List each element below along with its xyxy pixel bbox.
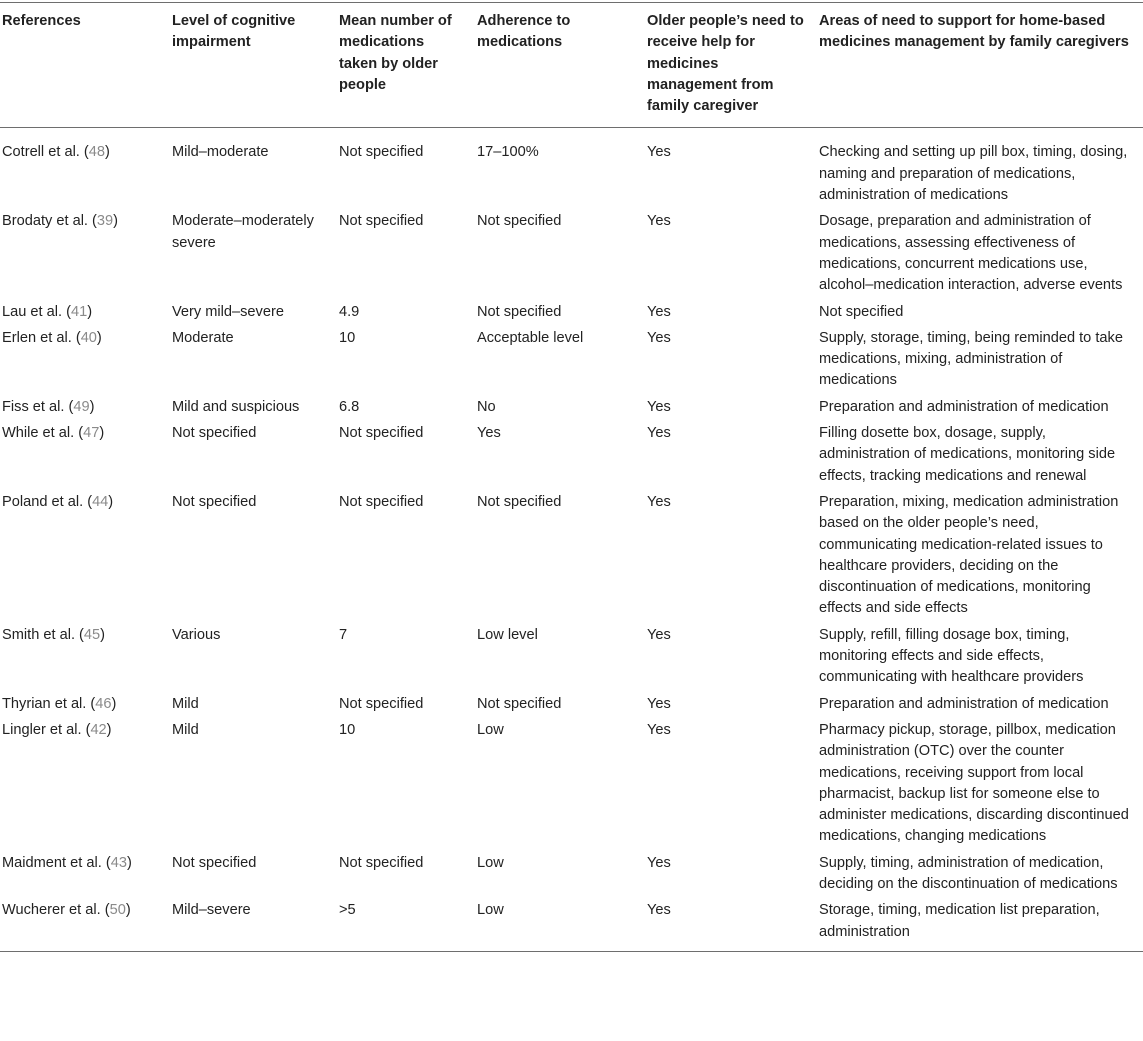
table-row [0,623,1143,692]
cell-mean-medications: Not specified [339,213,424,230]
cell-need-help: Yes [647,695,671,712]
table-row [0,851,1143,899]
header-adherence: Adherence to medications [474,3,644,128]
cell-reference: Brodaty et al. (39) [2,213,119,230]
cell-areas-of-need: Supply, refill, filling dosage box, timing, monitoring effects and side effects, communicating with healthcare providers [819,626,1084,686]
cell-cognitive-level: Mild–moderate [172,144,269,161]
table-row [0,128,1143,209]
citation-link[interactable]: 40 [80,329,97,346]
header-areas-of-need: Areas of need to support for home-based medicines management by family caregivers [816,3,1143,128]
table-row [0,300,1143,326]
cell-adherence: Not specified [477,695,562,712]
cell-reference: Lingler et al. (42) [2,721,112,738]
cell-need-help: Yes [647,213,671,230]
table-row [0,718,1143,851]
cell-reference: Smith et al. (45) [2,626,106,643]
cell-reference: Erlen et al. (40) [2,329,102,346]
table-row [0,692,1143,718]
cell-areas-of-need: Dosage, preparation and administration of medications, assessing effectiveness of medications, concurrent medications use, alcohol–medication interaction, adverse events [819,213,1123,294]
citation-link[interactable]: 48 [88,144,106,161]
header-cognitive-impairment: Level of cognitive impairment [166,3,336,128]
citation-link[interactable]: 41 [70,303,88,320]
citation-link[interactable]: 47 [83,425,100,442]
cell-need-help: Yes [647,144,671,161]
cell-adherence: No [477,398,496,415]
citation-link[interactable]: 44 [92,493,109,510]
cell-areas-of-need: Supply, storage, timing, being reminded to take medications, mixing, administration of medications [819,329,1123,389]
cell-need-help: Yes [647,425,671,442]
reference-author: Wucherer et al. [2,902,101,919]
cell-mean-medications: Not specified [339,695,424,712]
cell-areas-of-need: Preparation and administration of medication [819,695,1109,712]
cell-reference: Poland et al. (44) [2,493,114,510]
cell-areas-of-need: Pharmacy pickup, storage, pillbox, medication administration (OTC) over the counter medications, receiving support from local pharmacist, backup list for someone else to administer medications, discarding discontinued medications, changing medications [819,721,1129,845]
cell-adherence: Yes [477,425,501,442]
cell-adherence: Not specified [477,213,562,230]
header-references: References [0,3,166,128]
cell-mean-medications: 10 [339,329,356,346]
reference-author: Erlen et al. [2,329,72,346]
cell-cognitive-level: Very mild–severe [172,303,284,320]
cell-mean-medications: Not specified [339,144,424,161]
cell-areas-of-need: Preparation and administration of medication [819,398,1109,415]
cell-cognitive-level: Not specified [172,493,257,510]
reference-author: Thyrian et al. [2,695,87,712]
table-row [0,490,1143,623]
citation-link[interactable]: 49 [73,398,90,415]
cell-adherence: Low level [477,626,538,643]
cell-cognitive-level: Not specified [172,854,257,871]
cell-areas-of-need: Not specified [819,303,904,320]
table-row [0,395,1143,421]
cell-mean-medications: 6.8 [339,398,360,415]
cell-mean-medications: Not specified [339,493,424,510]
cell-mean-medications: 10 [339,721,356,738]
reference-author: Fiss et al. [2,398,65,415]
citation-link[interactable]: 50 [109,902,126,919]
reference-author: Cotrell et al. [2,144,80,161]
reference-author: Poland et al. [2,493,84,510]
reference-author: Lingler et al. [2,721,82,738]
table-row [0,898,1143,951]
cell-mean-medications: 7 [339,626,348,643]
cell-reference: While et al. (47) [2,425,105,442]
reference-author: Lau et al. [2,303,63,320]
reference-author: Brodaty et al. [2,213,88,230]
citation-link[interactable]: 43 [110,854,127,871]
cell-need-help: Yes [647,493,671,510]
medication-management-table [0,2,1143,952]
citation-link[interactable]: 42 [90,721,107,738]
cell-reference: Wucherer et al. (50) [0,898,166,951]
cell-cognitive-level: Various [172,626,221,643]
cell-reference: Fiss et al. (49) [2,398,95,415]
cell-cognitive-level: Mild–severe [166,898,336,951]
cell-mean-medications: Not specified [339,854,424,871]
cell-mean-medications: 4.9 [339,303,360,320]
cell-adherence: Acceptable level [477,329,584,346]
cell-cognitive-level: Not specified [172,425,257,442]
cell-adherence: Low [477,721,504,738]
cell-adherence: Low [474,898,644,951]
cell-areas-of-need: Storage, timing, medication list preparation, administration [816,898,1143,951]
reference-author: While et al. [2,425,75,442]
table-row [0,326,1143,395]
cell-adherence: Not specified [477,303,562,320]
table-header-row [0,3,1143,128]
cell-areas-of-need: Preparation, mixing, medication administration based on the older people’s need, communicating medication-related issues to healthcare providers, deciding on the discontinuation of medications, monitoring effects and side effects [819,493,1119,617]
table-row [0,421,1143,490]
cell-reference: Maidment et al. (43) [2,854,132,871]
cell-reference: Thyrian et al. (46) [2,695,117,712]
cell-areas-of-need: Checking and setting up pill box, timing, dosing, naming and preparation of medications, administration of medications [819,144,1128,204]
cell-reference: Lau et al. (41) [2,303,93,320]
cell-reference: Cotrell et al. (48) [2,144,110,161]
header-mean-medications: Mean number of medications taken by older people [336,3,474,128]
cell-cognitive-level: Mild and suspicious [172,398,300,415]
cell-cognitive-level: Moderate–moderately severe [172,213,314,251]
cell-need-help: Yes [647,626,671,643]
cell-cognitive-level: Mild [172,721,199,738]
cell-adherence: 17–100% [477,144,539,161]
reference-author: Maidment et al. [2,854,102,871]
cell-mean-medications: >5 [336,898,474,951]
cell-need-help: Yes [647,329,671,346]
cell-cognitive-level: Mild [172,695,199,712]
cell-areas-of-need: Filling dosette box, dosage, supply, administration of medications, monitoring side effects, tracking medications and renewal [819,425,1116,484]
cell-need-help: Yes [647,854,671,871]
citation-link[interactable]: 39 [96,213,114,230]
cell-mean-medications: Not specified [339,425,424,442]
reference-author: Smith et al. [2,626,75,643]
table-row [0,209,1143,299]
cell-need-help: Yes [647,303,671,320]
cell-adherence: Not specified [477,493,562,510]
citation-link[interactable]: 46 [95,695,112,712]
cell-need-help: Yes [647,398,671,415]
cell-cognitive-level: Moderate [172,329,234,346]
citation-link[interactable]: 45 [83,626,101,643]
cell-need-help: Yes [647,721,671,738]
cell-areas-of-need: Supply, timing, administration of medication, deciding on the discontinuation of medications [819,854,1118,892]
header-need-help: Older people’s need to receive help for medicines management from family caregiver [644,3,816,128]
cell-need-help: Yes [644,898,816,951]
cell-adherence: Low [477,854,504,871]
